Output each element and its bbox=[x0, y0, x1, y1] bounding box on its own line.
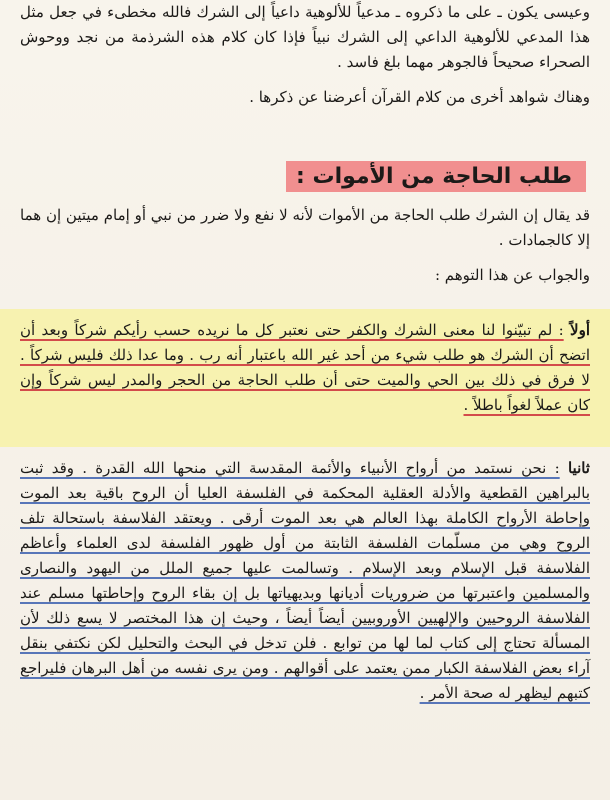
second-point-text: : نحن نستمد من أرواح الأنبياء والأئمة المقدسة التي منحها الله القدرة . وقد ثبت بالبراهين القطعية والأدلة العقلية المحكمة في الفلسفة العليا أن الروح باقية بعد الموت وإحاطة الأرواح الكاملة بهذا العالم هي بعد الموت أرقى . ويعتقد الفلاسفة باستحالة تلف الروح وهي من مسلّمات الفلسفة الثابتة من أول ظهور الفلسفة لدى العلماء وأعاظم الفلاسفة قبل الإسلام وبعد الإسلام . وتسالمت عليها جميع الملل من اليهود والنصارى والمسلمين واعتبرتها من ضروريات أديانها وبديهياتها بل إن بقاء الروح وإحاطتها مسلم عند الفلاسفة الروحيين والإلهيين الأوروبيين أيضاً أيضاً ، وحيث إن هذا المختصر لا يسع ذلك لأن المسألة تحتاج إلى كتاب لما لها من توابع . فلن تدخل في البحث والتحليل لكن نكتفي بنقل آراء بعض الفلاسفة الكبار ممن يعتمد على أقوالهم . ومن يرى نفسه من أهل البرهان فليراجع كتبهم ليظهر له صحة الأمر . bbox=[20, 459, 590, 702]
answer-intro: والجواب عن هذا التوهم : bbox=[434, 266, 590, 284]
first-point-text: : لم تبيّنوا لنا معنى الشرك والكفر حتى نعتبر كل ما نريده حسب رأيكم شركاً وبعد أن اتضح أن الشرك هو طلب شيء من أحد غير الله باعتبار أنه رب . وما عدا ذلك فليس شركاً . لا فرق في ذلك بين الحي والميت حتى أن طلب الحاجة من الحجر والمدر ليس شركاً وإن كان عملاً لغواً باطلاً . bbox=[20, 321, 590, 414]
top-section bbox=[0, 0, 610, 110]
top-paragraph-2: وهناك شواهد أخرى من كلام القرآن أعرضنا عن ذكرها . bbox=[249, 88, 590, 106]
first-point-label: أولاً bbox=[570, 321, 590, 339]
section-heading: طلب الحاجة من الأموات : bbox=[286, 161, 586, 192]
second-point bbox=[0, 456, 610, 706]
question-paragraph: قد يقال إن الشرك طلب الحاجة من الأموات لأنه لا نفع ولا ضرر من نبي أو إمام ميتين إن هما إلا كالجمادات . bbox=[20, 206, 590, 249]
top-paragraph: وعيسى يكون ـ على ما ذكروه ـ مدعياً للألوهية داعياً إلى الشرك فالله مخطىء في جعل مثل هذا المدعي للألوهية الداعي إلى الشرك نبياً فإذا كان كلام هذه الشرذمة من نجد ووحوش الصحراء صحيحاً فالجوهر مهما بلغ فاسد . bbox=[20, 3, 590, 71]
first-point bbox=[0, 318, 610, 418]
second-point-label: ثانيا bbox=[567, 459, 590, 477]
question-section bbox=[0, 203, 610, 288]
